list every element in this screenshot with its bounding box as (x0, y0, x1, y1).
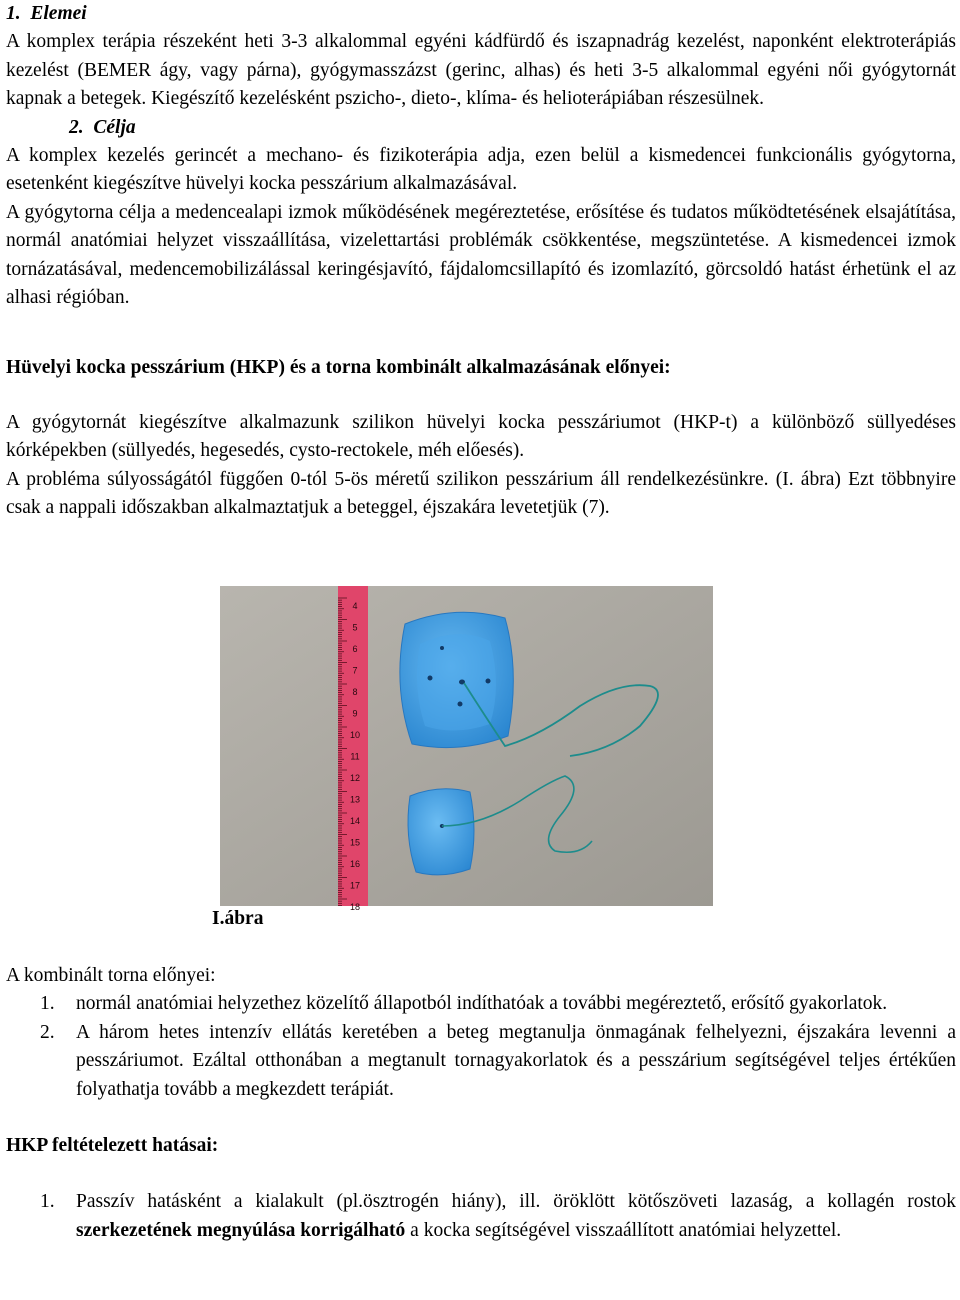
list-number: 1. (40, 1191, 55, 1213)
tape-number: 13 (349, 794, 361, 805)
tape-number: 6 (352, 644, 358, 654)
advantages-intro: A kombinált torna előnyei: (6, 965, 216, 986)
list-number: 2. (40, 1021, 55, 1043)
list-item-advantage-2 (6, 1019, 956, 1104)
tape-number: 12 (349, 773, 361, 783)
pessary-photo (220, 586, 713, 912)
hole (486, 679, 491, 684)
small-cube-pessary (408, 789, 474, 875)
hole (428, 676, 433, 681)
list-item-text: A három hetes intenzív ellátás keretében a beteg megtanulja önmagának felhelyezni, éjszakára levenni a pesszáriumot. Ezáltal otthonában a megtanult tornagyakorlatok és a pesszárium segítségével teljes értékűen folyathatja tovább a megkezdett terápiát. (76, 1021, 956, 1100)
hkp-heading: Hüvelyi kocka pesszárium (HKP) és a torna kombinált alkalmazásának előnyei: (6, 357, 671, 379)
list-item-text-bold: szerkezetének megnyúlása korrigálható (76, 1219, 406, 1241)
tape-number: 4 (352, 601, 358, 611)
tape-number: 5 (352, 622, 358, 633)
list-item-text-b: a kocka segítségével visszaállított anatómiai helyzettel. (405, 1219, 842, 1241)
measuring-tape (338, 586, 368, 912)
list-number: 1. (40, 993, 55, 1015)
list-item-effect-1 (6, 1188, 956, 1245)
document-page-lower (6, 962, 956, 1245)
section-heading-elemei: 1. Elemei (6, 3, 87, 24)
list-item-advantage-1 (6, 990, 956, 1018)
pessary-illustration (220, 586, 713, 912)
list-item-text: normál anatómiai helyzethez közelítő állapotból indíthatóak a további megéreztető, erősítő gyakorlatok. (76, 993, 888, 1015)
section-heading-celja: 2. Célja (69, 116, 136, 138)
large-cube-pessary (400, 612, 513, 747)
tape-number: 9 (352, 708, 358, 719)
paragraph-celja-1: A komplex kezelés gerincét a mechano- és fizikoterápia adja, ezen belül a kismedencei funkcionális gyógytorna, esetenként kiegészítve hüvelyi kocka pesszárium alkalmazásával. (6, 145, 956, 195)
figure-caption: I.ábra (212, 908, 264, 929)
paragraph-celja-2: A gyógytorna célja a medencealapi izmok működésének megéreztetése, erősítése és tudatos működtetésének elsajátítása, normál anatómiai helyzet visszaállítása, vizelettartási problémák csökkentése, megszüntetése. A kismedencei izmok tornázatásával, medencemobilizálással keringésjavító, fájdalomcsillapító és izomlazító, görcsoldó hatást érhetünk el az alhasi régióban. (6, 201, 956, 309)
tape-number: 16 (349, 859, 361, 869)
document-page (6, 0, 956, 523)
tape-number: 7 (352, 665, 358, 676)
paragraph-elemei: A komplex terápia részeként heti 3-3 alkalommal egyéni kádfürdő és iszapnadrág kezelést, naponként elektroterápiás kezelést (BEMER ágy, vagy párna), gyógymasszázst (gerinc, alhas) és heti 3-5 alkalommal egyéni női gyógytornát kapnak a betegek. Kiegészítő kezelésként pszicho-, dieto-, klíma- és helioterápiában részesülnek. (6, 31, 956, 110)
hole (440, 646, 444, 650)
effects-heading: HKP feltételezett hatásai: (6, 1135, 219, 1157)
tape-number: 18 (349, 902, 361, 912)
tape-number: 17 (349, 880, 361, 891)
hkp-paragraph-2: A probléma súlyosságától függően 0-tól 5-ös méretű szilikon pesszárium áll rendelkezésünkre. (I. ábra) Ezt többnyire csak a nappali időszakban alkalmaztatjuk a beteggel, éjszakára levetetjük (7). (6, 468, 956, 519)
tape-number: 10 (349, 730, 361, 740)
tape-number: 11 (350, 751, 360, 762)
tape-number: 14 (349, 816, 361, 826)
tape-number: 8 (352, 687, 358, 697)
hkp-paragraph-1: A gyógytornát kiegészítve alkalmazunk szilikon hüvelyi kocka pesszáriumot (HKP-t) a különböző süllyedéses kórképekben (süllyedés, hegesedés, cysto-rectokele, méh előesés). (6, 411, 956, 462)
list-item-text-a: Passzív hatásként a kialakult (pl.ösztrogén hiány), ill. öröklött kötőszöveti lazaság, a kollagén rostok (76, 1191, 956, 1213)
tape-number: 15 (349, 837, 361, 848)
hole (458, 702, 463, 707)
